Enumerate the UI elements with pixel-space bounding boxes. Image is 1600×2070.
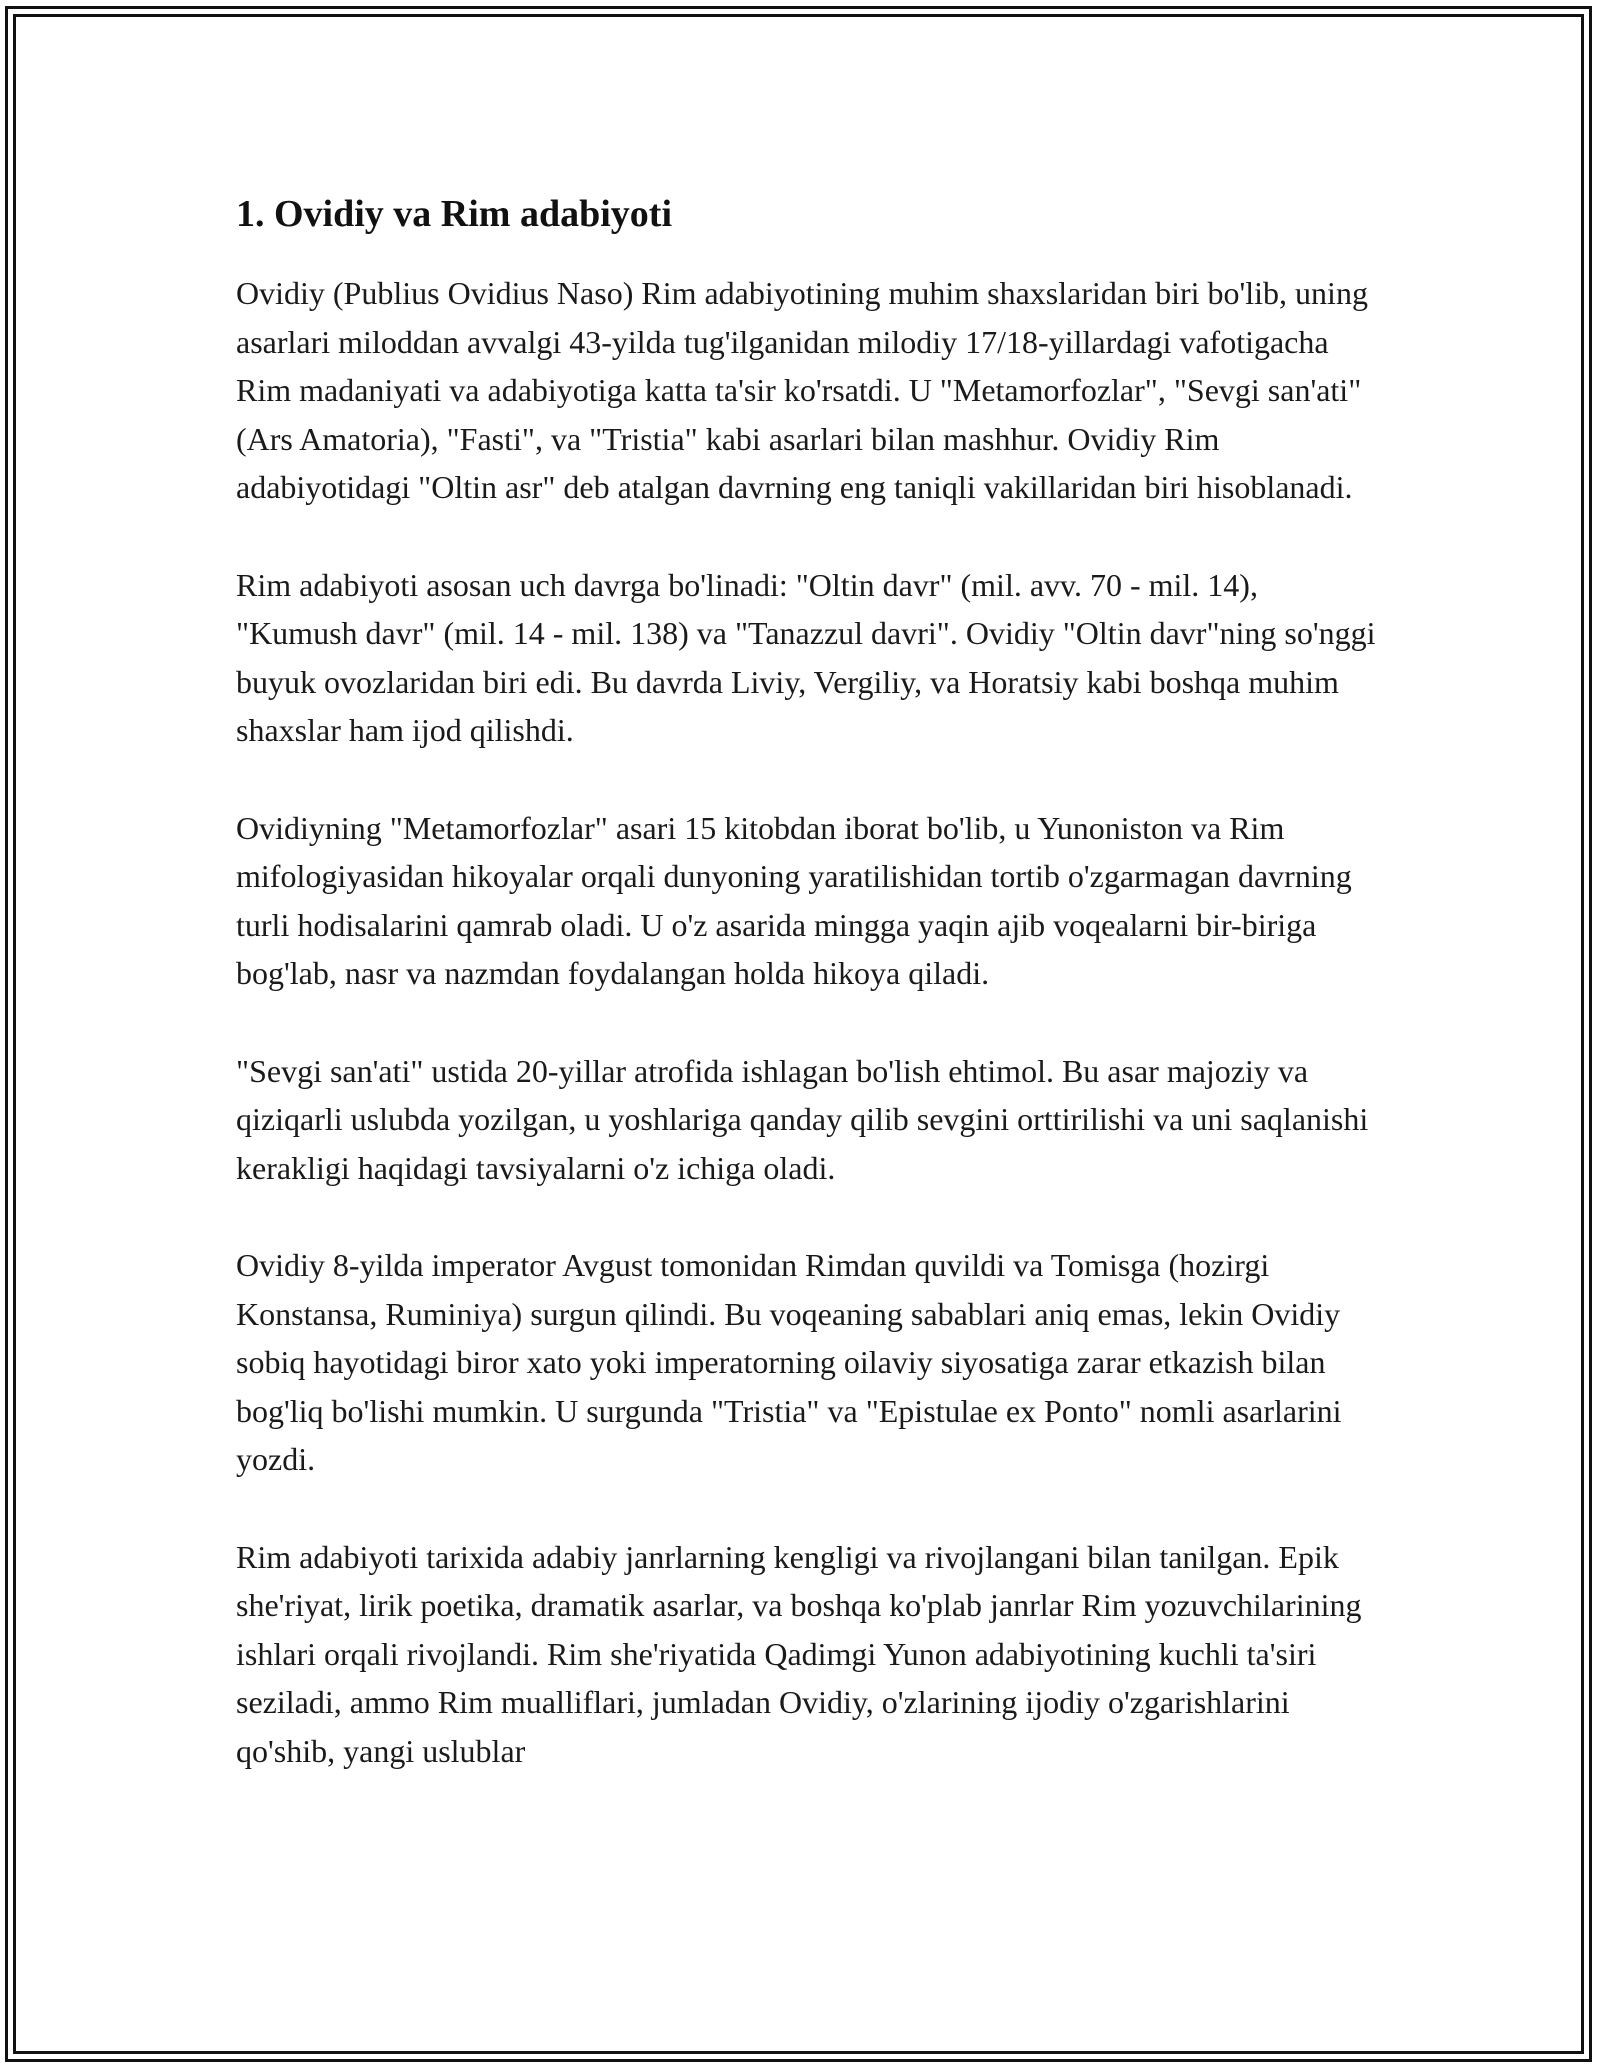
section-title: 1. Ovidiy va Rim adabiyoti <box>236 193 672 235</box>
paragraph-exile: Ovidiy 8-yilda imperator Avgust tomonidan Rimdan quvildi va Tomisga (hozirgi Konstansa, Ruminiya) surgun qilindi. Bu voqeaning sabablari aniq emas, lekin Ovidiy sobiq hayotidagi biror xato yoki imperatorning oilaviy siyosatiga zarar etkazish bilan bog'liq bo'lishi mumkin. U surgunda "Tristia" va "Epistulae ex Ponto" nomli asarlarini yozdi. <box>236 1247 1342 1477</box>
document-body <box>236 186 1376 1775</box>
paragraph-periods: Rim adabiyoti asosan uch davrga bo'linadi: "Oltin davr" (mil. avv. 70 - mil. 14), "Kumush davr" (mil. 14 - mil. 138) va "Tanazzul davri". Ovidiy "Oltin davr"ning so'nggi buyuk ovozlaridan biri edi. Bu davrda Liviy, Vergiliy, va Horatsiy kabi boshqa muhim shaxslar ham ijod qilishdi. <box>236 566 1376 748</box>
paragraph-intro: Ovidiy (Publius Ovidius Naso) Rim adabiyotining muhim shaxslaridan biri bo'lib, uning asarlari miloddan avvalgi 43-yilda tug'ilganidan milodiy 17/18-yillardagi vafotigacha Rim madaniyati va adabiyotiga katta ta'sir ko'rsatdi. U "Metamorfozlar", "Sevgi san'ati" (Ars Amatoria), "Fasti", va "Tristia" kabi asarlari bilan mashhur. Ovidiy Rim adabiyotidagi "Oltin asr" deb atalgan davrning eng taniqli vakillaridan biri hisoblanadi. <box>236 275 1368 505</box>
paragraph-metamorphoses: Ovidiyning "Metamorfozlar" asari 15 kitobdan iborat bo'lib, u Yunoniston va Rim mifologiyasidan hikoyalar orqali dunyoning yaratilishidan tortib o'zgarmagan davrning turli hodisalarini qamrab oladi. U o'z asarida mingga yaqin ajib voqealarni bir-biriga bog'lab, nasr va nazmdan foydalangan holda hikoya qiladi. <box>236 809 1352 991</box>
paragraph-genres: Rim adabiyoti tarixida adabiy janrlarning kengligi va rivojlangani bilan tanilgan. Epik she'riyat, lirik poetika, dramatik asarlar, va boshqa ko'plab janrlar Rim yozuvchilarining ishlari orqali rivojlandi. Rim she'riyatida Qadimgi Yunon adabiyotining kuchli ta'siri seziladi, ammo Rim mualliflari, jumladan Ovidiy, o'zlarining ijodiy o'zgarishlarini qo'shib, yangi uslublar <box>236 1538 1362 1769</box>
paragraph-art-of-love: "Sevgi san'ati" ustida 20-yillar atrofida ishlagan bo'lish ehtimol. Bu asar majoziy va qiziqarli uslubda yozilgan, u yoshlariga qanday qilib sevgini orttirilishi va uni saqlanishi kerakligi haqidagi tavsiyalarni o'z ichiga oladi. <box>236 1052 1369 1186</box>
